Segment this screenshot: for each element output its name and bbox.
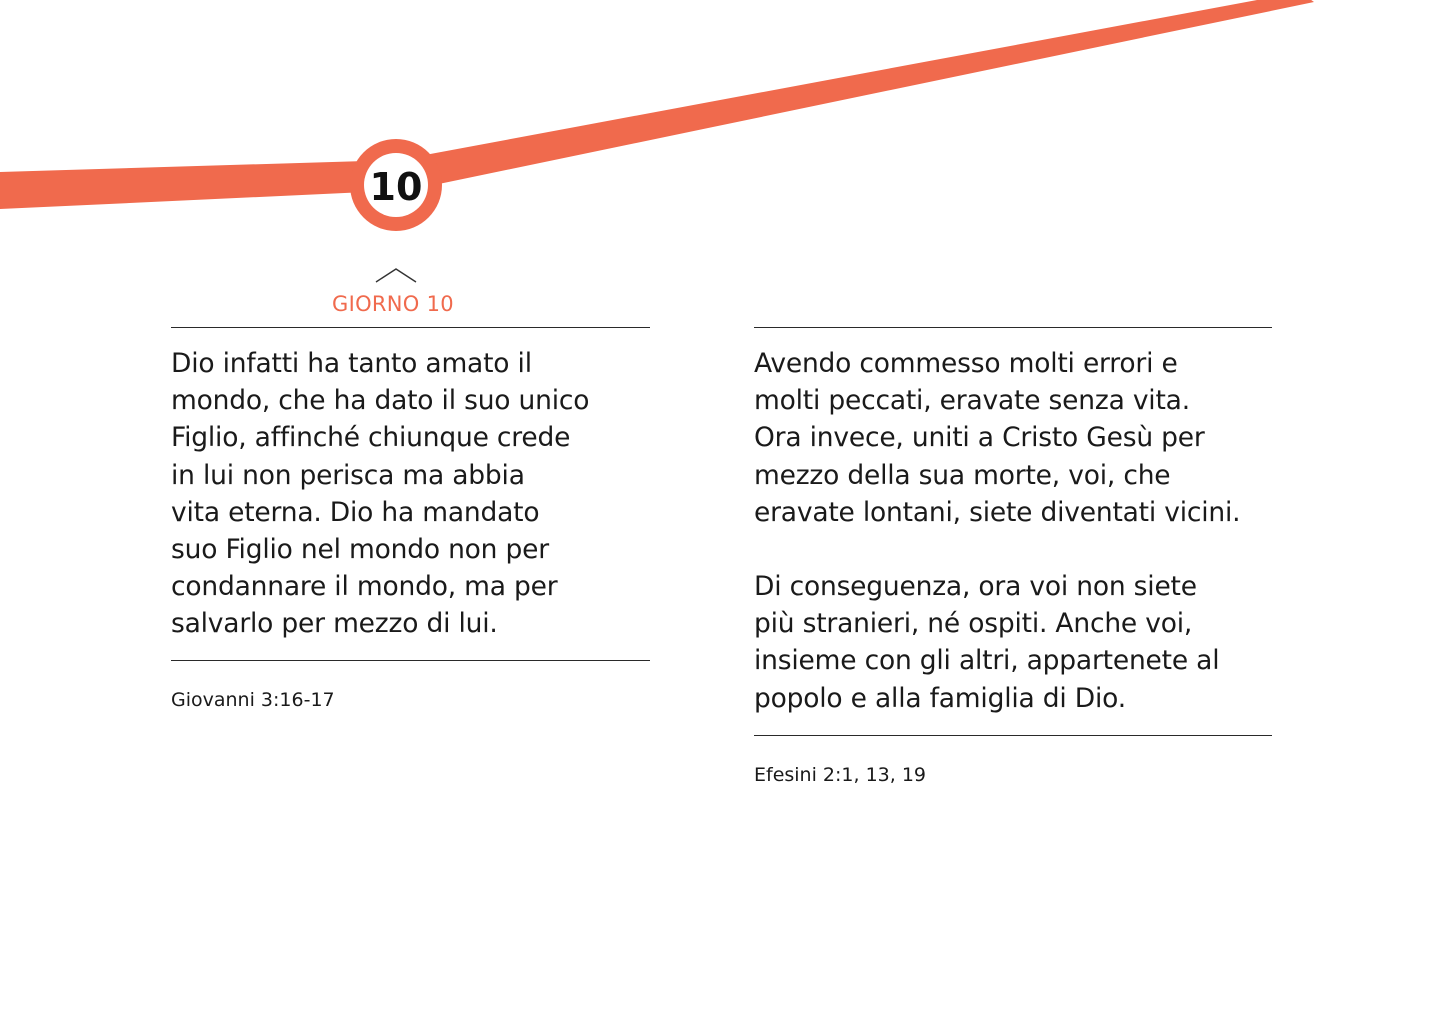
timeline-track [0,0,1445,260]
day-label: GIORNO 10 [332,292,454,316]
day-badge-number: 10 [369,165,423,209]
right-paragraph-1: Avendo commesso molti errori e molti peccati, eravate senza vita. Ora invece, uniti a Cristo Gesù per mezzo della sua morte, voi, che eravate lontani, siete diventati vicini. [754,348,1241,528]
chevron-up-icon [374,266,418,284]
left-bottom-rule [171,660,650,661]
timeline-path [0,0,1314,209]
right-bottom-rule [754,735,1272,736]
left-passage: Dio infatti ha tanto amato il mondo, che ha dato il suo unico Figlio, affinché chiunque crede in lui non perisca ma abbia vita eterna. Dio ha mandato suo Figlio nel mondo non per condannare il mondo, ma per salvarlo per mezzo di lui. [171,348,590,640]
right-top-rule [754,327,1272,328]
right-reference: Efesini 2:1, 13, 19 [754,764,927,786]
right-paragraph-2: Di conseguenza, ora voi non siete più stranieri, né ospiti. Anche voi, insieme con gli altri, appartenete al popolo e alla famiglia di Dio. [754,571,1220,714]
left-top-rule [171,327,650,328]
left-reference: Giovanni 3:16-17 [171,689,335,711]
